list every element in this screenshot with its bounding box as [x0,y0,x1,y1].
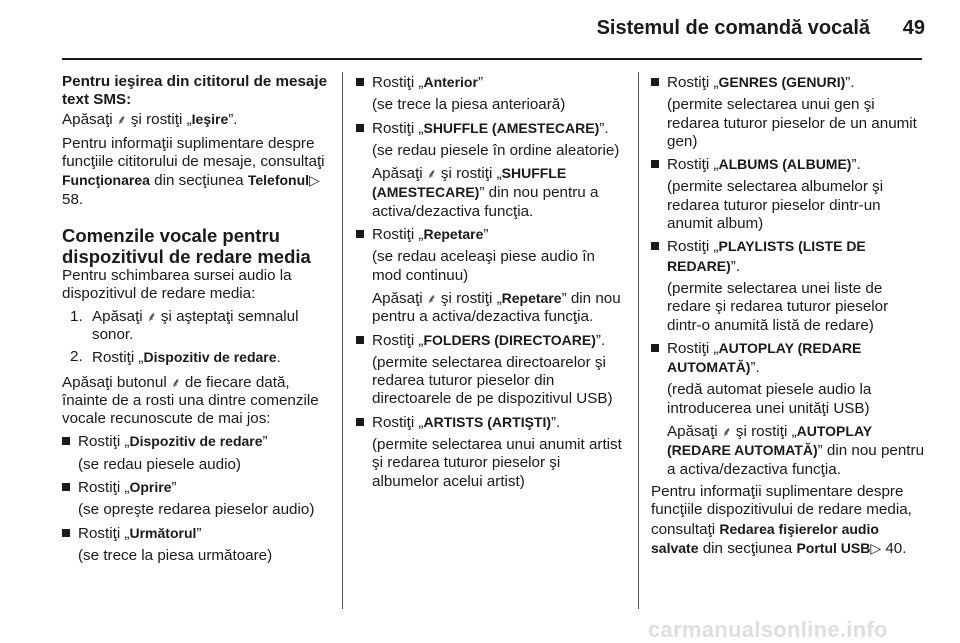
list-item-note: (permite selectarea unei liste de redare şi redarea tuturor pieselor dintr-o anumită listă de redare) [667,279,889,334]
list-item: Rostiţi „AUTOPLAY (REDARE AUTOMATĂ)”. [651,339,926,378]
bullet-square-icon [356,336,364,344]
list-item: Rostiţi „Următorul” [62,524,330,543]
media-more-info: Pentru informaţii suplimentare despre funcţiile dispozitivului de redare media, consultaţi Redarea fişierelor audio salvate din secţiunea Portul USB▷ 40. [651,482,912,557]
header-rule [62,58,922,60]
list-item-note: (se opreşte redarea pieselor audio) [78,501,315,519]
list-item: Rostiţi „ALBUMS (ALBUME)”. [651,155,926,174]
list-item-note: (permite selectarea unui anumit artist şi redarea tuturor pieselor şi albumelor acelui artist) [372,436,622,490]
press-each-time: Apăsaţi butonul ⸙ de fiecare dată, înainte de a rosti una dintre comenzile vocale recunoscute de mai jos: [62,373,319,428]
bullet-square-icon [356,230,364,238]
list-item-note: (se redau piesele în ordine aleatorie) [372,141,620,159]
list-item-action: Apăsaţi ⸙ şi rostiţi „Repetare” din nou pentru a activa/dezactiva funcţia. [372,289,621,326]
list-item: Rostiţi „GENRES (GENURI)”. [651,73,926,92]
voice-command-icon: ⸙ [116,111,127,127]
list-item: Rostiţi „Anterior” [356,73,626,92]
list-item: Rostiţi „ARTISTS (ARTIŞTI)”. [356,413,626,432]
list-item-note: (se trece la piesa anterioară) [372,96,566,114]
column-divider [638,72,639,609]
list-item: Rostiţi „Oprire” [62,478,330,497]
list-item-note: (se redau piesele audio) [78,455,241,473]
list-item: Rostiţi „SHUFFLE (AMESTECARE)”. [356,119,626,138]
bullet-square-icon [651,242,659,250]
list-item: Rostiţi „Repetare” [356,225,626,244]
list-item-note: (redă automat piesele audio la introducerea unei unităţi USB) [667,381,872,417]
list-item: Rostiţi „PLAYLISTS (LISTE DE REDARE)”. [651,237,926,276]
list-item-note: (permite selectarea directoarelor şi redarea tuturor pieselor din directoarele de pe dispozitivul USB) [372,353,613,408]
sms-more-info: Pentru informaţii suplimentare despre funcţiile cititorului de mesaje, consultaţi Funcţionarea din secţiunea Telefonul▷ 58. [62,134,325,208]
voice-command-icon: ⸙ [426,166,437,182]
bullet-square-icon [651,344,659,352]
bullet-square-icon [651,78,659,86]
reference-arrow-icon: ▷ [870,539,882,556]
bullet-square-icon [62,437,70,445]
voice-command-icon: ⸙ [146,308,157,324]
watermark: carmanualsonline.info [648,617,888,642]
list-item-note: (permite selectarea unui gen şi redarea tuturor pieselor de un anumit gen) [667,96,917,150]
list-item: Rostiţi „FOLDERS (DIRECTOARE)”. [356,331,626,350]
bullet-square-icon [356,124,364,132]
bullet-square-icon [356,418,364,426]
sms-exit-instruction: Apăsaţi ⸙ şi rostiţi „Ieşire”. [62,110,238,128]
bullet-square-icon [651,160,659,168]
list-item-note: (se redau aceleaşi piese audio în mod continuu) [372,248,595,284]
page-number: 49 [902,17,925,39]
column-1 [62,73,330,565]
step-2: 2. Rostiţi „Dispozitiv de redare. [70,348,281,367]
page-title: Sistemul de comandă vocală [596,17,870,39]
voice-command-icon: ⸙ [721,424,732,440]
bullet-square-icon [62,529,70,537]
step-1: 1. Apăsaţi ⸙ şi aşteptaţi semnalul sonor. [70,307,299,343]
list-item-note: (se trece la piesa următoare) [78,546,273,564]
bullet-square-icon [62,483,70,491]
section-heading: Comenzile vocale pentru dispozitivul de redare media [62,225,311,268]
column-2 [356,73,626,491]
reference-arrow-icon: ▷ [309,172,320,189]
column-divider [342,72,343,609]
voice-command-icon: ⸙ [426,290,437,306]
list-item-action: Apăsaţi ⸙ şi rostiţi „AUTOPLAY (REDARE AUTOMATĂ)” din nou pentru a activa/dezactiva funcţia. [667,423,925,478]
bullet-square-icon [356,78,364,86]
column-3 [651,73,926,558]
page-header [0,0,960,62]
voice-command-icon: ⸙ [170,374,181,390]
list-item-action: Apăsaţi ⸙ şi rostiţi „SHUFFLE (AMESTECARE)” din nou pentru a activa/dezactiva funcţia. [372,165,599,220]
list-item: Rostiţi „Dispozitiv de redare” [62,432,330,451]
sms-exit-title: Pentru ieşirea din cititorul de mesaje text SMS: [62,73,328,109]
list-item-note: (permite selectarea albumelor şi redarea tuturor pieselor dintr-un anumit album) [667,178,884,233]
media-intro: Pentru schimbarea sursei audio la dispozitivul de redare media: [62,267,292,303]
